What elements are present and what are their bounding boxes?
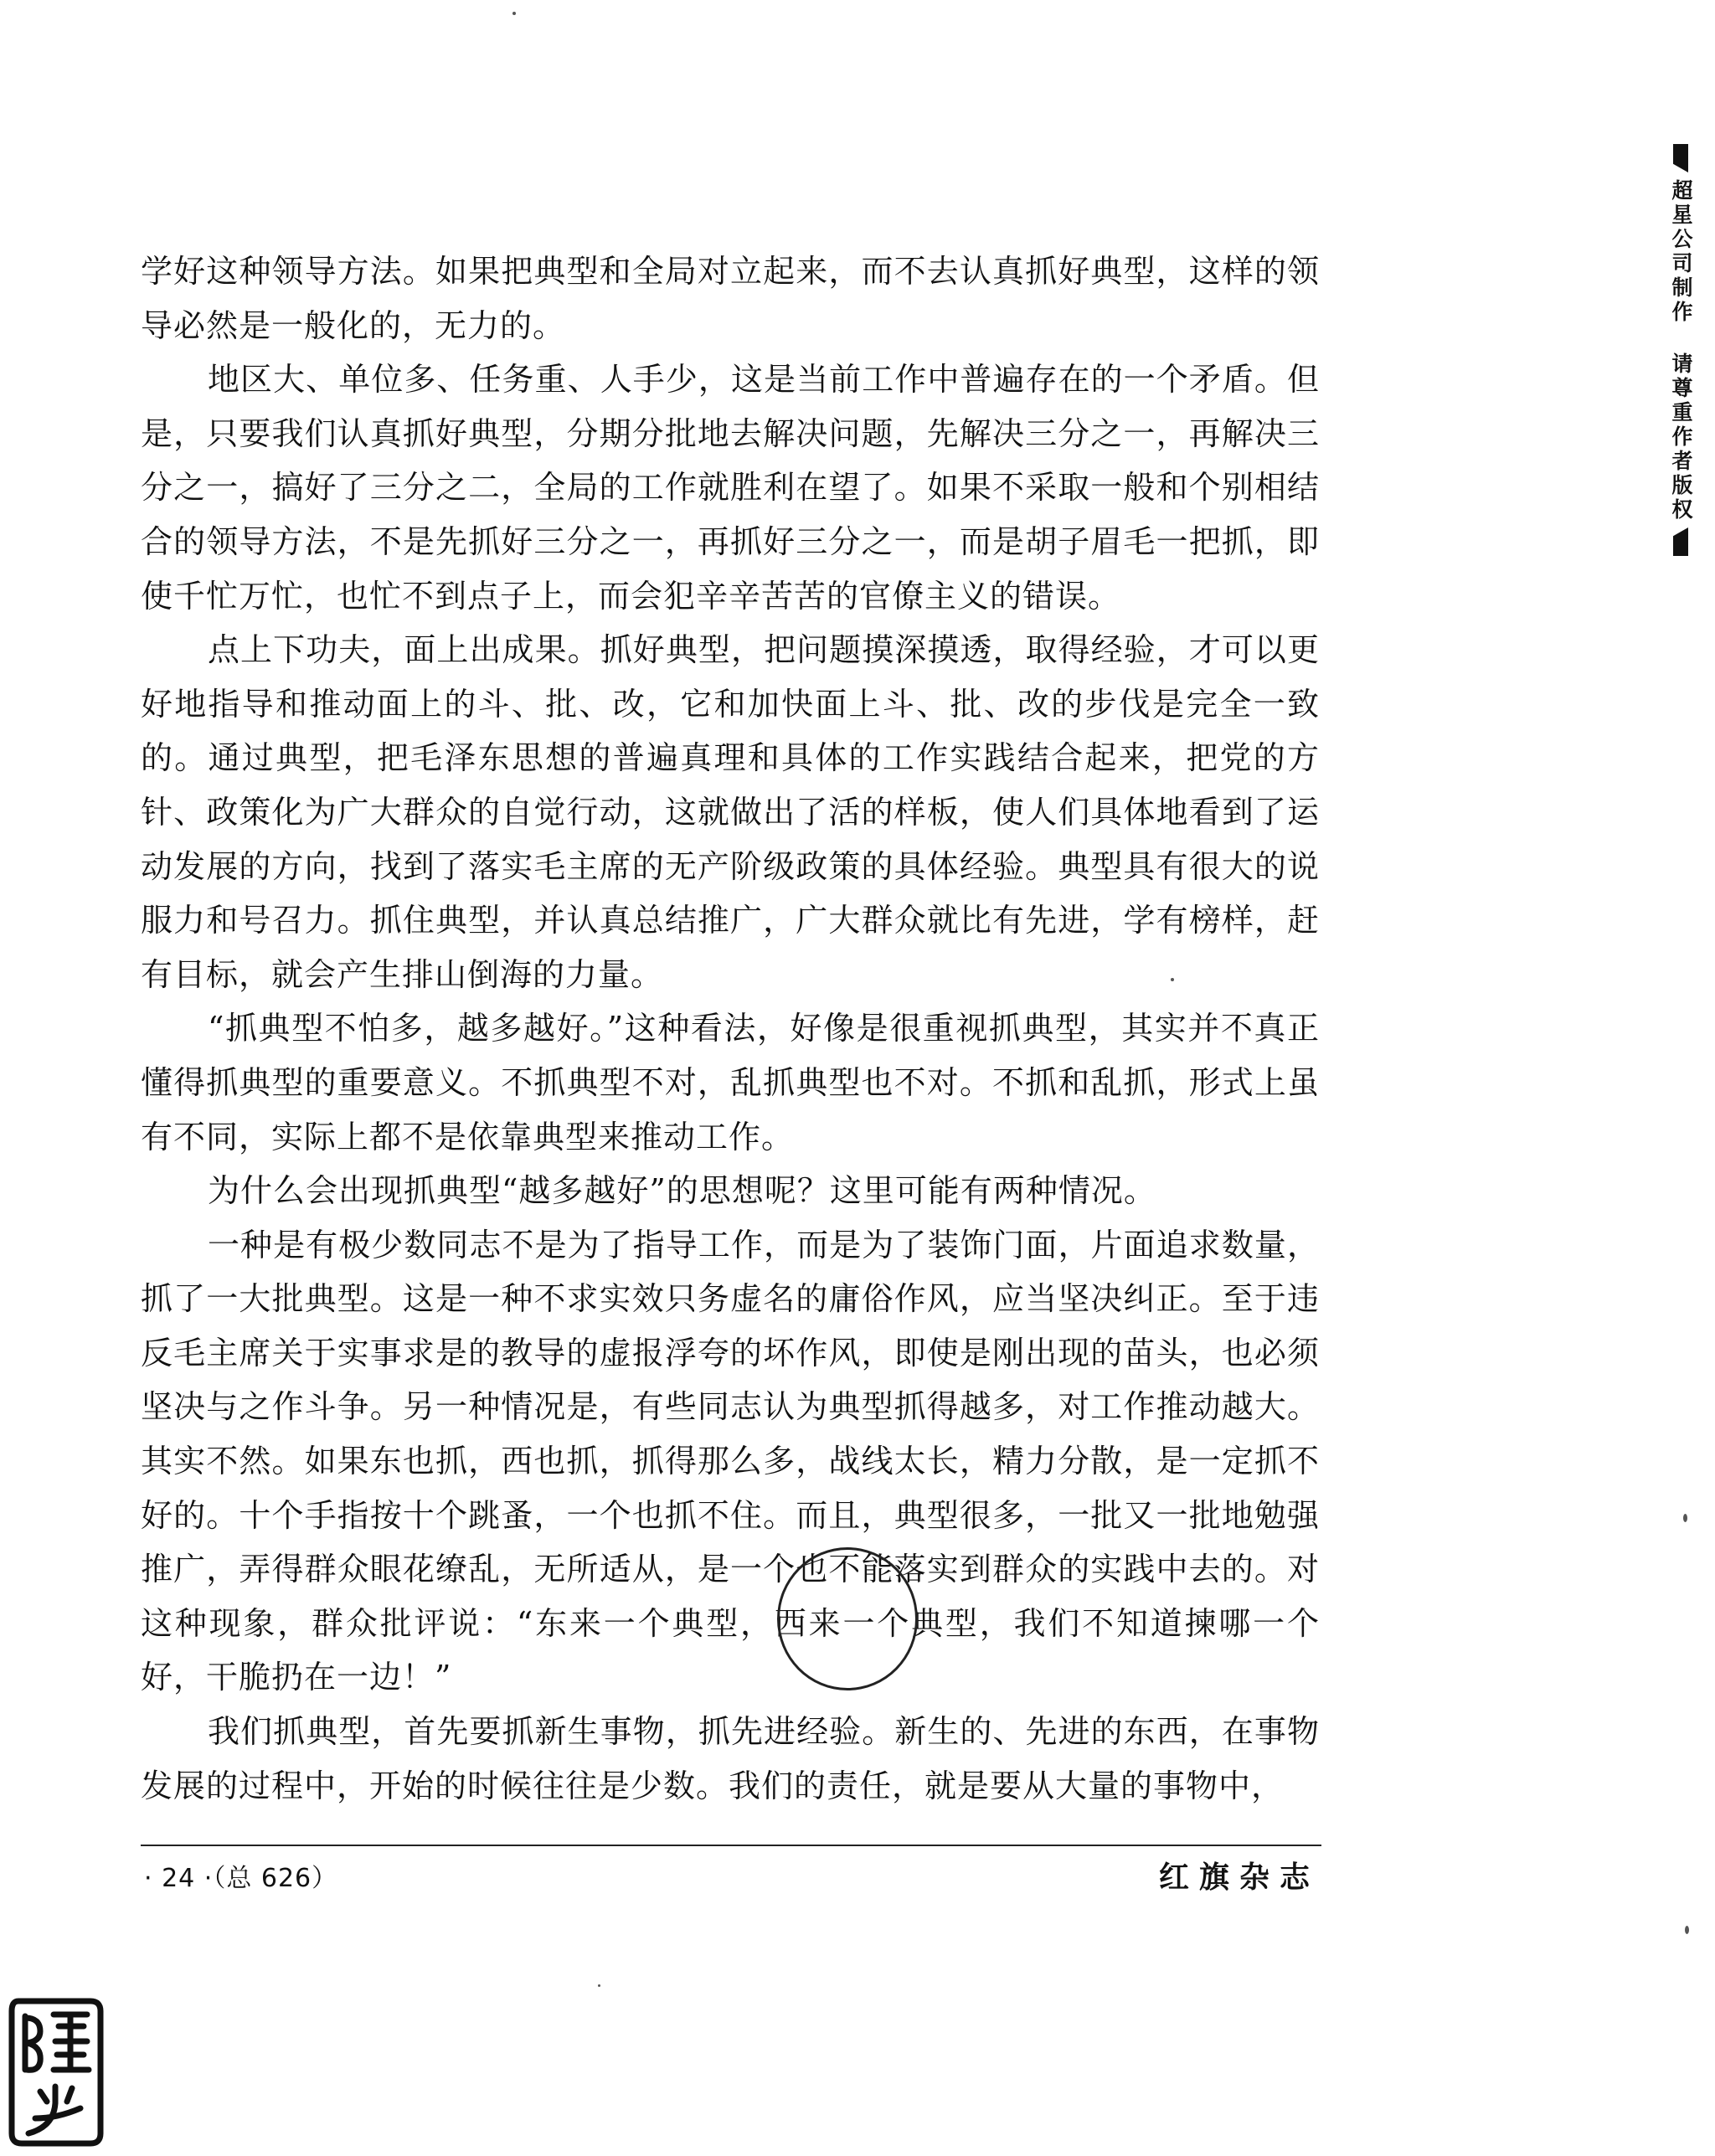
scan-speck	[1685, 1926, 1689, 1934]
scan-speck	[1171, 978, 1174, 981]
page-number: · 24 ·（总 626）	[144, 1864, 338, 1893]
footer-divider	[141, 1845, 1321, 1846]
paragraph-6: 一种是有极少数同志不是为了指导工作，而是为了装饰门面，片面追求数量，抓了一大批典型。这是一种不求实效只务虚名的庸俗作风，应当坚决纠正。至于违反毛主席关于实事求是的教导的虚报浮夸的坏作风，即使是刚出现的苗头，也必须坚决与之作斗争。另一种情况是，有些同志认为典型抓得越多，对工作推动越大。其实不然。如果东也抓，西也抓，抓得那么多，战线太长，精力分散，是一定抓不好的。十个手指按十个跳蚤，一个也抓不住。而且，典型很多，一批又一批地勉强推广，弄得群众眼花缭乱，无所适从，是一个也不能落实到群众的实践中去的。对这种现象，群众批评说：“东来一个典型，西来一个典型，我们不知道揀哪一个好，干脆扔在一边！”	[141, 1226, 1320, 1696]
seal-stamp-logo	[7, 1993, 106, 2148]
paragraph-4: “抓典型不怕多，越多越好。”这种看法，好像是很重视抓典型，其实并不真正懂得抓典型的重要意义。不抓典型不对，乱抓典型也不对。不抓和乱抓，形式上虽有不同，实际上都不是依靠典型来推动工作。	[141, 1010, 1320, 1155]
copyright-notice-text: 超星公司制作 请尊重作者版权	[1669, 179, 1693, 522]
paragraph-5: 为什么会出现抓典型“越多越好”的思想呢？这里可能有两种情况。	[208, 1172, 1156, 1210]
paragraph-3: 点上下功夫，面上出成果。抓好典型，把问题摸深摸透，取得经验，才可以更好地指导和推动面上的斗、批、改，它和加快面上斗、批、改的步伐是完全一致的。通过典型，把毛泽东思想的普遍真理和具体的工作实践结合起来，把党的方针、政策化为广大群众的自觉行动，这就做出了活的样板，使人们具体地看到了运动发展的方向，找到了落实毛主席的无产阶级政策的具体经验。典型具有很大的说服力和号召力。抓住典型，并认真总结推广，广大群众就比有先进，学有榜样，赶有目标，就会产生排山倒海的力量。	[141, 631, 1320, 993]
journal-name: 红旗杂志	[1158, 1860, 1320, 1895]
scan-speck	[512, 12, 516, 15]
handwritten-circle-annotation	[777, 1547, 918, 1690]
side-bar-bottom	[1673, 527, 1688, 556]
scan-speck	[598, 1984, 600, 1987]
paragraph-7: 我们抓典型，首先要抓新生事物，抓先进经验。新生的、先进的东西，在事物发展的过程中，开始的时候往往是少数。我们的责任，就是要从大量的事物中，	[141, 1713, 1320, 1804]
scan-speck	[1683, 1514, 1687, 1522]
paragraph-2: 地区大、单位多、任务重、人手少，这是当前工作中普遍存在的一个矛盾。但是，只要我们认真抓好典型，分期分批地去解决问题，先解决三分之一，再解决三分之一，搞好了三分之二，全局的工作就胜利在望了。如果不采取一般和个别相结合的领导方法，不是先抓好三分之一，再抓好三分之一，而是胡子眉毛一把抓，即使千忙万忙，也忙不到点子上，而会犯辛辛苦苦的官僚主义的错误。	[141, 361, 1320, 615]
copyright-side-notice	[1666, 144, 1695, 556]
side-bar-top	[1673, 144, 1688, 172]
article-body	[141, 244, 1320, 1813]
paragraph-1: 学好这种领导方法。如果把典型和全局对立起来，而不去认真抓好典型，这样的领导必然是一般化的，无力的。	[141, 253, 1320, 344]
